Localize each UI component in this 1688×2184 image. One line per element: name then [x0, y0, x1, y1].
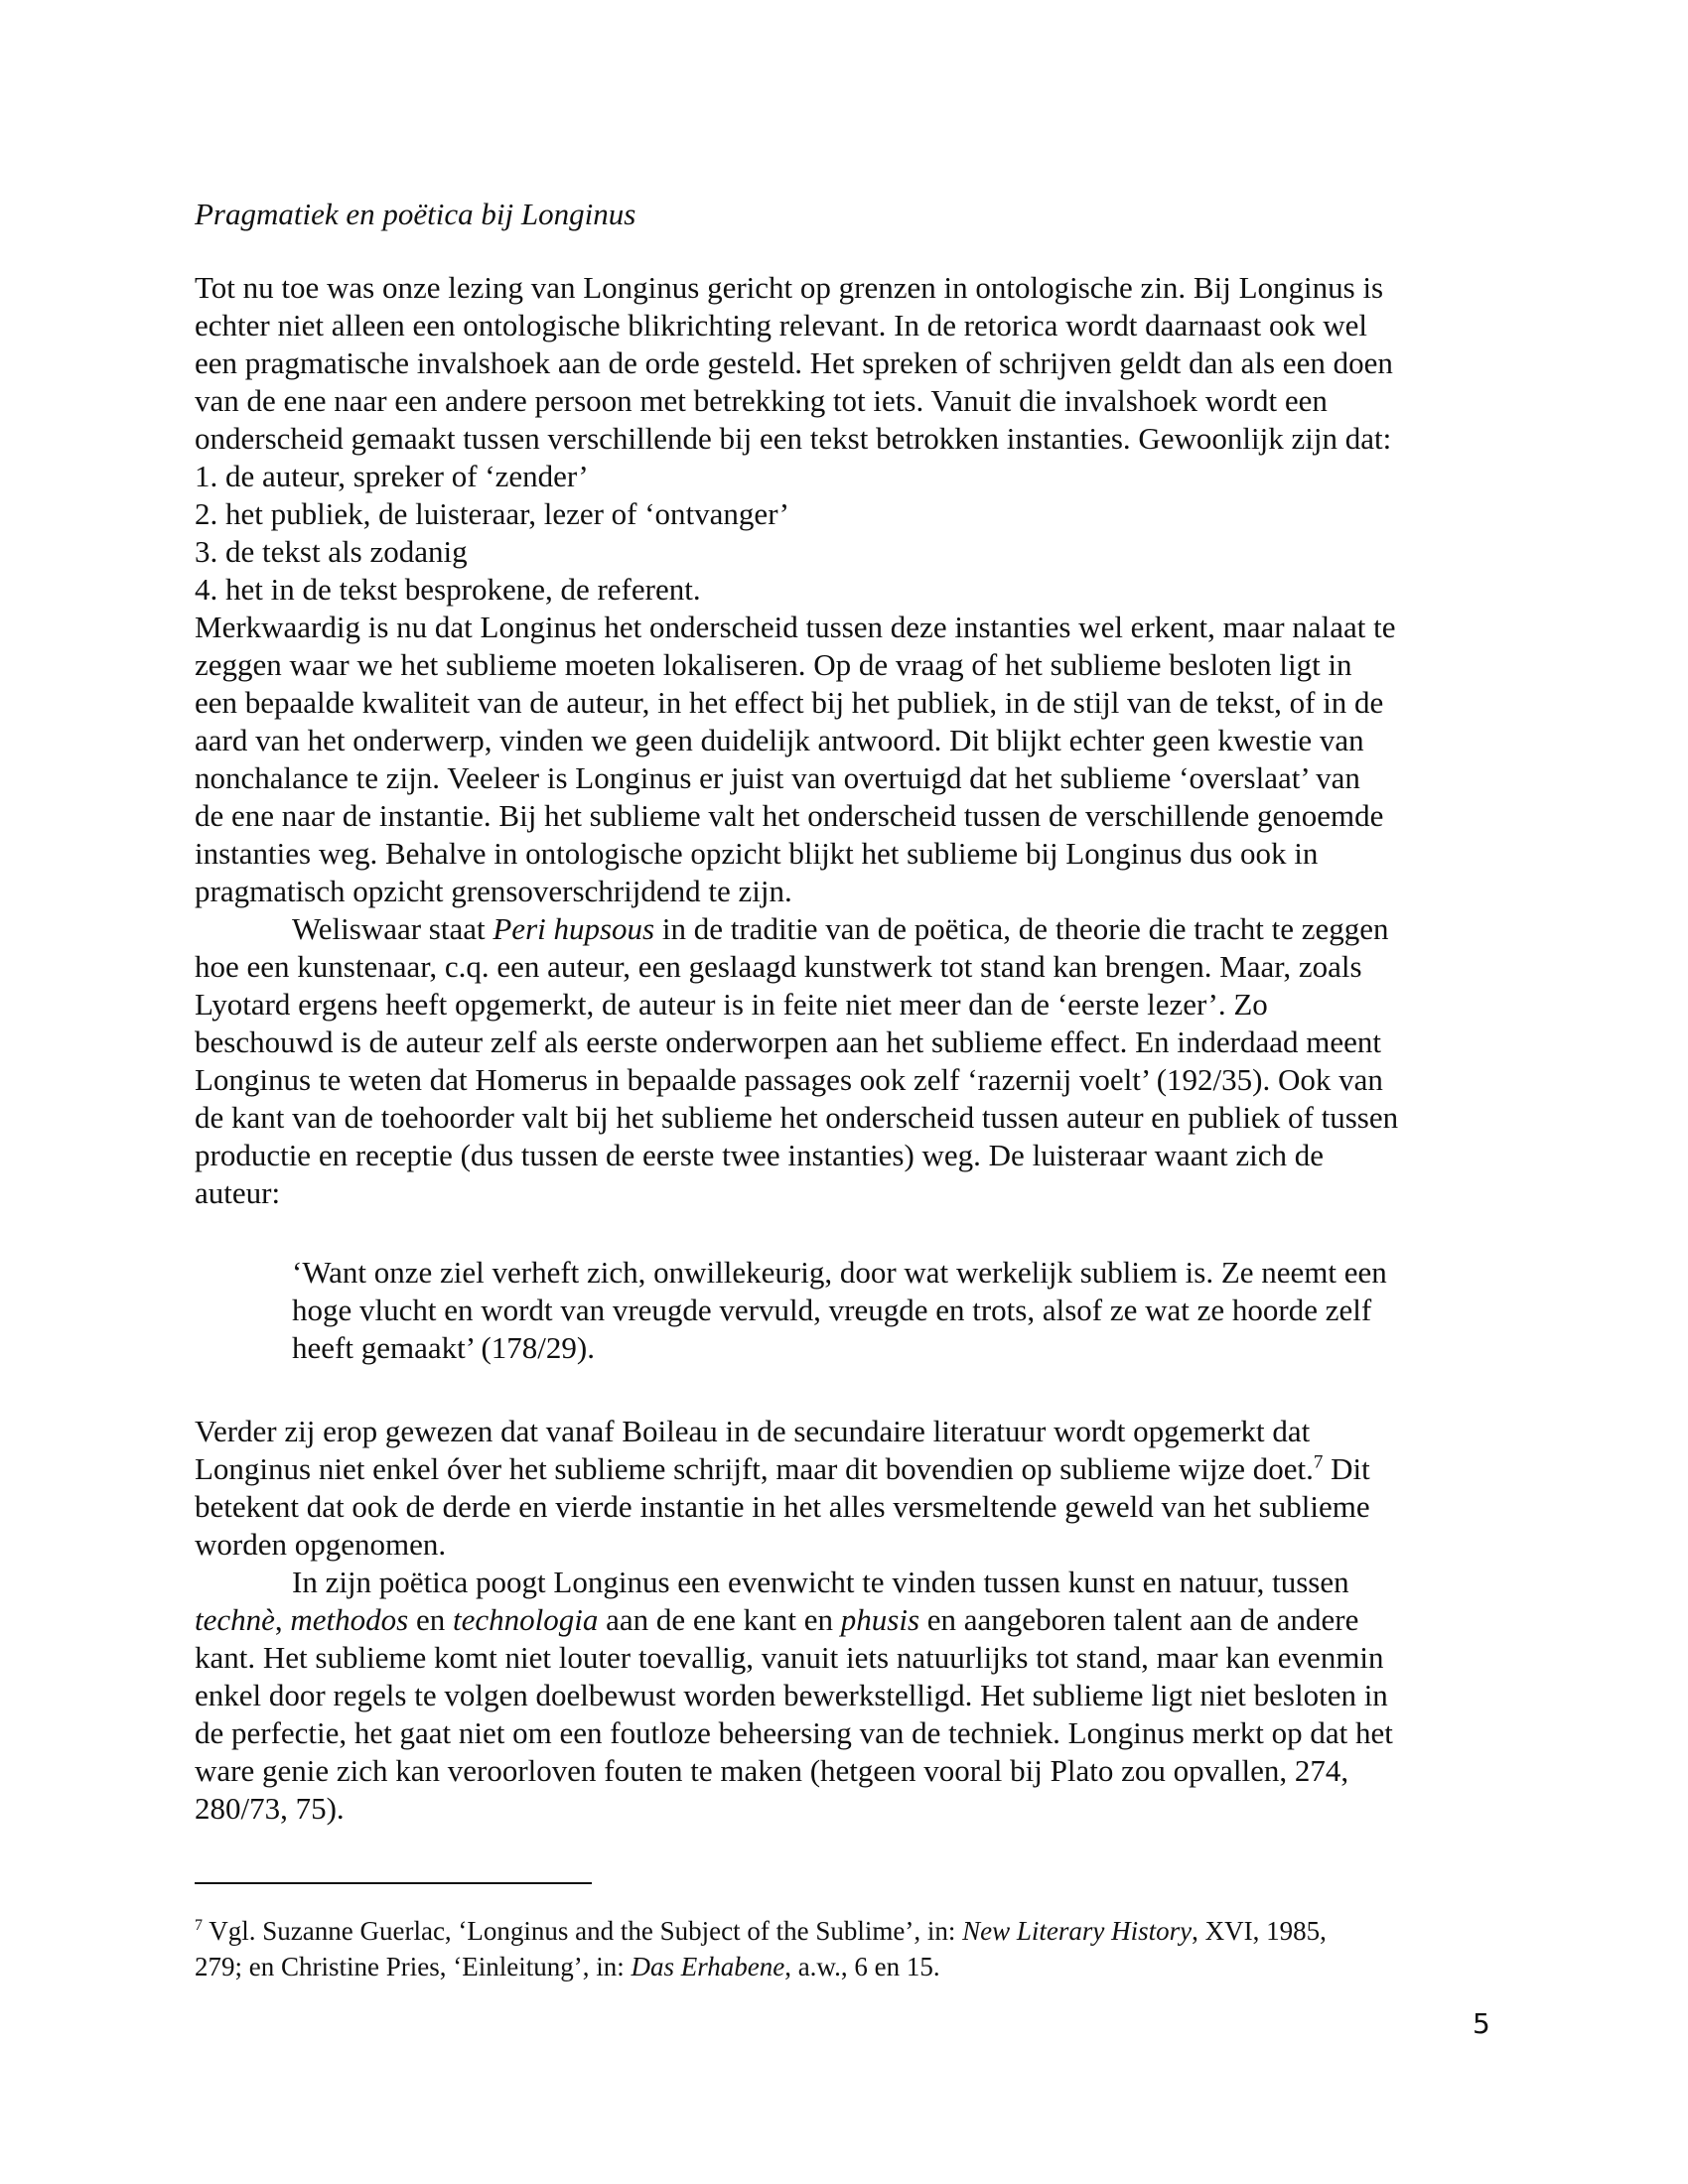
- term: methodos: [290, 1602, 409, 1637]
- journal-title: New Literary History: [962, 1916, 1193, 1946]
- paragraph-line: productie en receptie (dus tussen de eerste twee instanties) weg. De luisteraar waant zich de: [195, 1138, 1325, 1172]
- book-title: Das Erhabene: [631, 1952, 785, 1981]
- paragraph-line: nonchalance te zijn. Veeleer is Longinus er juist van overtuigd dat het sublieme ‘overslaat’ van: [195, 760, 1360, 795]
- paragraph-line: Verder zij erop gewezen dat vanaf Boileau in de secundaire literatuur wordt opgemerkt dat: [195, 1414, 1311, 1448]
- text-span: Vgl. Suzanne Guerlac, ‘Longinus and the Subject of the Sublime’, in:: [203, 1916, 963, 1946]
- paragraph-line: auteur:: [195, 1175, 281, 1210]
- paragraph-line: Tot nu toe was onze lezing van Longinus gericht op grenzen in ontologische zin. Bij Longinus is: [195, 270, 1384, 305]
- text-span: en aangeboren talent aan de andere: [919, 1602, 1359, 1637]
- paragraph-line: instanties weg. Behalve in ontologische opzicht blijkt het sublieme bij Longinus dus ook in: [195, 836, 1319, 871]
- text-span: in de traditie van de poëtica, de theorie die tracht te zeggen: [654, 911, 1389, 946]
- paragraph-line: enkel door regels te volgen doelbewust worden bewerkstelligd. Het sublieme ligt niet besloten in: [195, 1678, 1388, 1712]
- text-span: , XVI, 1985,: [1192, 1916, 1327, 1946]
- paragraph-line: betekent dat ook de derde en vierde instantie in het alles versmeltende geweld van het sublieme: [195, 1489, 1370, 1524]
- term: phusis: [840, 1602, 920, 1637]
- paragraph-line: de kant van de toehoorder valt bij het sublieme het onderscheid tussen auteur en publiek of tussen: [195, 1100, 1399, 1135]
- paragraph-line: [195, 1601, 1358, 1639]
- blockquote-line: ‘Want onze ziel verheft zich, onwillekeurig, door wat werkelijk subliem is. Ze neemt een: [292, 1255, 1387, 1290]
- paragraph-line: [195, 1450, 1370, 1488]
- text-span: , a.w., 6 en 15.: [784, 1952, 940, 1981]
- term: technè: [195, 1602, 275, 1637]
- paragraph-line: een bepaalde kwaliteit van de auteur, in het effect bij het publiek, in de stijl van de tekst, of in de: [195, 685, 1384, 720]
- text-span: ,: [274, 1602, 291, 1637]
- paragraph-line: Lyotard ergens heeft opgemerkt, de auteur is in feite niet meer dan de ‘eerste lezer’. Zo: [195, 987, 1268, 1022]
- paragraph-line: 280/73, 75).: [195, 1791, 345, 1826]
- term: technologia: [452, 1602, 599, 1637]
- list-item: 3. de tekst als zodanig: [195, 534, 468, 569]
- text-span: aan de ene kant en: [598, 1602, 841, 1637]
- paragraph-line: pragmatisch opzicht grensoverschrijdend te zijn.: [195, 874, 792, 908]
- list-item: 1. de auteur, spreker of ‘zender’: [195, 459, 589, 493]
- book-title: Peri hupsous: [492, 911, 655, 946]
- text-span: en: [408, 1602, 453, 1637]
- paragraph-line: hoe een kunstenaar, c.q. een auteur, een geslaagd kunstwerk tot stand kan brengen. Maar, zoals: [195, 949, 1362, 984]
- blockquote-line: heeft gemaakt’ (178/29).: [292, 1330, 595, 1365]
- text-span: Dit: [1323, 1451, 1370, 1486]
- paragraph-line: [292, 910, 1388, 948]
- text-span: Longinus niet enkel óver het sublieme schrijft, maar dit bovendien op sublieme wijze doet.: [195, 1451, 1314, 1486]
- paragraph-line: een pragmatische invalshoek aan de orde gesteld. Het spreken of schrijven geldt dan als een doen: [195, 345, 1393, 380]
- paragraph-line: In zijn poëtica poogt Longinus een evenwicht te vinden tussen kunst en natuur, tussen: [292, 1565, 1349, 1599]
- paragraph-line: kant. Het sublieme komt niet louter toevallig, vanuit iets natuurlijks tot stand, maar kan evenmin: [195, 1640, 1384, 1675]
- list-item: 4. het in de tekst besprokene, de referent.: [195, 572, 701, 607]
- paragraph-line: worden opgenomen.: [195, 1527, 447, 1562]
- section-heading: Pragmatiek en poëtica bij Longinus: [195, 197, 636, 231]
- paragraph-line: de ene naar de instantie. Bij het sublieme valt het onderscheid tussen de verschillende genoemde: [195, 798, 1384, 833]
- footnote-number: 7: [195, 1917, 203, 1934]
- paragraph-line: de perfectie, het gaat niet om een foutloze beheersing van de techniek. Longinus merkt op dat het: [195, 1715, 1393, 1750]
- text-span: 279; en Christine Pries, ‘Einleitung’, in:: [195, 1952, 632, 1981]
- paragraph-line: van de ene naar een andere persoon met betrekking tot iets. Vanuit die invalshoek wordt een: [195, 383, 1328, 418]
- text-span: Weliswaar staat: [292, 911, 493, 946]
- paragraph-line: echter niet alleen een ontologische blikrichting relevant. In de retorica wordt daarnaast ook wel: [195, 308, 1367, 342]
- paragraph-line: Merkwaardig is nu dat Longinus het onderscheid tussen deze instanties wel erkent, maar nalaat te: [195, 610, 1396, 644]
- paragraph-line: aard van het onderwerp, vinden we geen duidelijk antwoord. Dit blijkt echter geen kwestie van: [195, 723, 1364, 757]
- footnote-line: [195, 1950, 940, 1983]
- footnote-line: [195, 1914, 1327, 1948]
- footnote-reference[interactable]: 7: [1313, 1451, 1324, 1473]
- paragraph-line: Longinus te weten dat Homerus in bepaalde passages ook zelf ‘razernij voelt’ (192/35). Ook van: [195, 1062, 1383, 1097]
- footnote-separator: [195, 1882, 592, 1884]
- list-item: 2. het publiek, de luisteraar, lezer of ‘ontvanger’: [195, 496, 789, 531]
- page-number: 5: [1473, 2007, 1490, 2040]
- blockquote-line: hoge vlucht en wordt van vreugde vervuld, vreugde en trots, alsof ze wat ze hoorde zelf: [292, 1293, 1372, 1327]
- paragraph-line: beschouwd is de auteur zelf als eerste onderworpen aan het sublieme effect. En inderdaad meent: [195, 1024, 1382, 1059]
- paragraph-line: zeggen waar we het sublieme moeten lokaliseren. Op de vraag of het sublieme besloten ligt in: [195, 647, 1352, 682]
- paragraph-line: onderscheid gemaakt tussen verschillende bij een tekst betrokken instanties. Gewoonlijk zijn dat:: [195, 421, 1392, 456]
- paragraph-line: ware genie zich kan veroorloven fouten te maken (hetgeen vooral bij Plato zou opvallen, 274,: [195, 1753, 1349, 1788]
